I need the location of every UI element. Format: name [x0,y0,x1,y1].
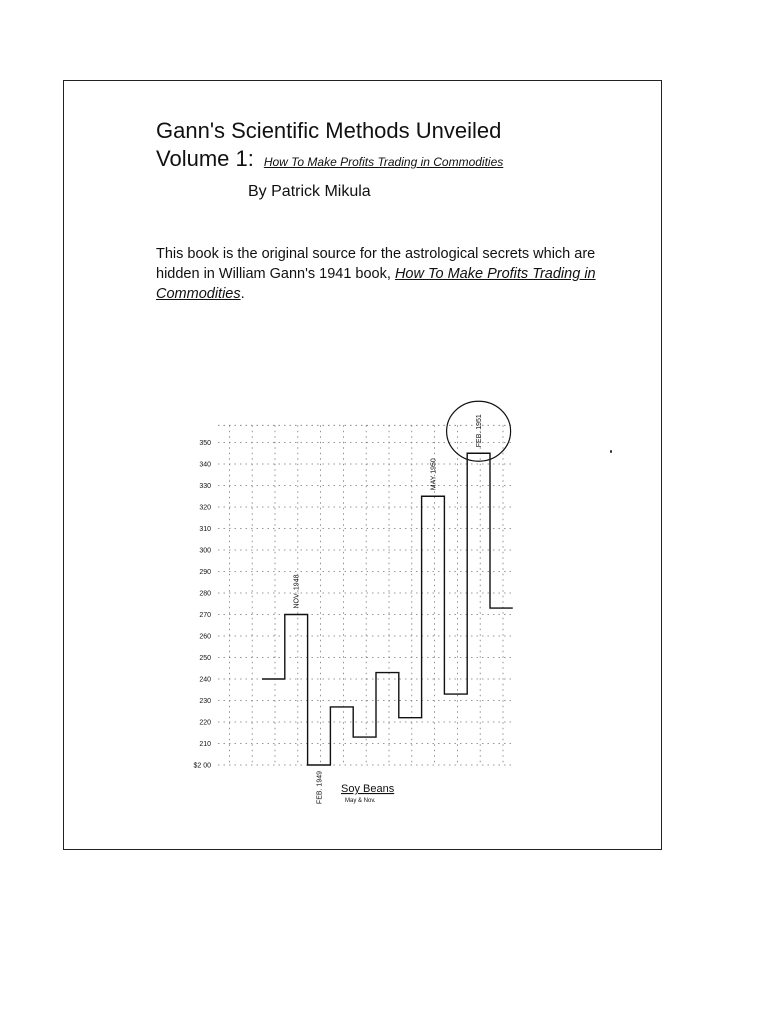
y-tick-label: 290 [199,569,211,576]
volume-label: Volume 1: [156,146,254,171]
author-line: By Patrick Mikula [248,183,371,200]
y-tick-label: 310 [199,526,211,533]
intro-text: This book is the original source for the astrological secrets which are hidden in William Gann's 1941 book, [156,246,596,282]
scan-speck [610,450,612,453]
y-tick-label: 250 [199,655,211,662]
y-tick-label: 270 [199,612,211,619]
y-tick-label: 300 [199,547,211,555]
y-tick-label: 260 [199,633,211,641]
date-annotation: FEB. 1951 [476,414,484,448]
intro-end: . [240,286,245,302]
y-tick-label: 320 [199,504,211,512]
y-tick-label: 330 [199,483,211,490]
chart-title: Soy Beans [341,783,395,795]
date-annotation: FEB. 1949 [316,771,324,805]
y-tick-label: 210 [199,741,211,748]
intro-book-title: How To Make Profits Trading in Commodities [156,266,596,302]
chart-subtitle: May & Nov. [345,798,376,804]
book-title: Gann's Scientific Methods Unveiled [156,118,502,143]
y-tick-label: 280 [199,590,211,598]
y-tick-label: 340 [199,461,211,469]
date-annotation: MAY 1950 [430,458,438,491]
y-tick-label: 220 [199,719,211,727]
y-tick-label: $2 00 [193,762,211,770]
y-tick-label: 230 [199,698,211,705]
date-annotation: NOV. 1948 [293,574,301,609]
y-tick-label: 240 [199,676,211,684]
y-tick-label: 350 [199,440,211,447]
book-subtitle: How To Make Profits Trading in Commodities [263,155,504,169]
